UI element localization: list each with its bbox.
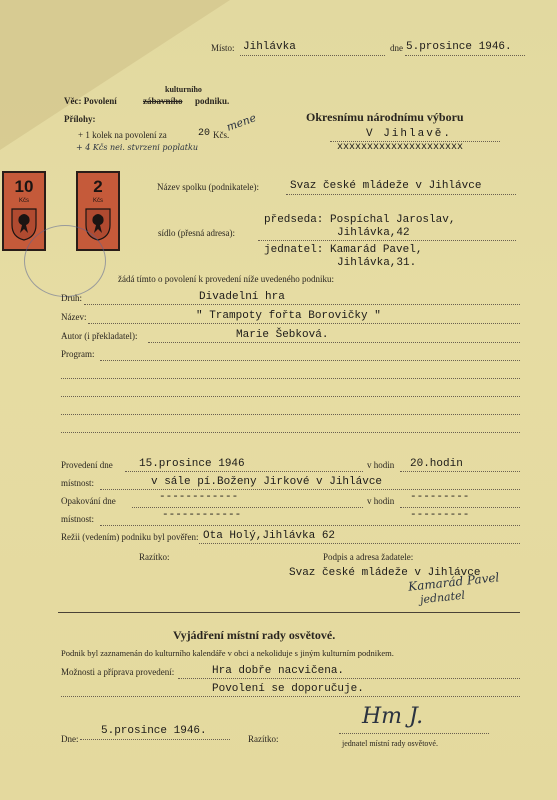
applicant-name-dots xyxy=(286,194,516,195)
repeat-hour-value: --------- xyxy=(410,491,470,503)
addressee-struck: xxxxxxxxxxxxxxxxxxxxx xyxy=(337,142,464,153)
repeat-venue-label: místnost: xyxy=(61,514,95,524)
chair-line1: předseda: Pospíchal Jaroslav, xyxy=(264,214,456,226)
readiness-value-1: Hra dobře nacvičena. xyxy=(212,665,345,677)
subject-suffix: podniku. xyxy=(195,96,230,106)
program-dots-1 xyxy=(100,360,520,361)
council-date-label: Dne: xyxy=(61,734,79,744)
repeat-venue-dots xyxy=(100,525,520,526)
folded-corner xyxy=(0,0,230,150)
director-dots xyxy=(199,543,520,544)
readiness-value-2: Povolení se doporučuje. xyxy=(212,683,364,695)
venue-value: v sále pí.Boženy Jirkové v Jihlávce xyxy=(151,476,383,488)
program-dots-2 xyxy=(61,378,520,379)
repeat-date-dots xyxy=(132,507,363,508)
seat-dots xyxy=(258,240,516,241)
applicant-signature-role: jednatel xyxy=(419,588,466,607)
secretary-line1: jednatel: Kamarád Pavel, xyxy=(264,244,423,256)
stamp-10-value: 10 xyxy=(14,177,34,196)
attachment-1-amount: 20 xyxy=(198,128,211,139)
repeat-hour-label: v hodin xyxy=(367,496,395,506)
secretary-line2: Jihlávka,31. xyxy=(337,257,417,269)
subject-label: Věc: Povolení xyxy=(64,96,117,106)
council-signature: Hm J. xyxy=(362,704,424,729)
performance-hour-value: 20.hodin xyxy=(410,458,463,470)
council-secretary-label: jednatel místní rady osvětové. xyxy=(342,739,438,748)
title-dots xyxy=(88,323,520,324)
performance-date-value: 15.prosince 1946 xyxy=(139,458,245,470)
struck-word: zábavního xyxy=(143,96,183,106)
repeat-venue-value-right: --------- xyxy=(410,509,470,521)
author-dots xyxy=(148,342,520,343)
applicant-name-value: Svaz české mládeže v Jihlávce xyxy=(290,180,482,192)
addressee-line2: V Jihlavě. xyxy=(366,128,453,140)
place-value: Jihlávka xyxy=(243,41,296,53)
inserted-word: kulturního xyxy=(165,85,202,94)
performance-hour-label: v hodin xyxy=(367,460,395,470)
title-value: " Trampoty fořta Borovičky " xyxy=(196,310,381,322)
applicant-signature-label: Podpis a adresa žadatele: xyxy=(323,552,414,562)
performance-date-dots xyxy=(125,471,363,472)
kind-label: Druh: xyxy=(61,293,82,303)
chair-line2: Jihlávka,42 xyxy=(337,227,410,239)
stamp-10-currency: Kčs xyxy=(18,198,29,204)
council-date-dots xyxy=(80,739,230,740)
program-dots-3 xyxy=(61,396,520,397)
readiness-dots-2 xyxy=(61,696,520,697)
repeat-date-value: ------------ xyxy=(159,491,239,503)
place-dots xyxy=(240,55,385,56)
venue-label: místnost: xyxy=(61,478,95,488)
attachments-label: Přílohy: xyxy=(64,114,96,124)
director-label: Režii (vedením) podniku byl pověřen: xyxy=(61,532,199,542)
repeat-hour-dots xyxy=(400,507,520,508)
repeat-venue-value: ------------ xyxy=(162,509,242,521)
applicant-typed-name: Svaz české mládeže v Jihlávce xyxy=(289,567,481,579)
section-divider xyxy=(58,612,520,613)
date-prefix: dne xyxy=(390,43,403,53)
attachment-1-unit: Kčs. xyxy=(213,130,230,140)
council-signature-dots xyxy=(339,733,489,734)
attachment-2-text: + 4 Kčs nei. stvrzeni poplatku xyxy=(76,143,198,152)
date-dots xyxy=(405,55,525,56)
council-heading: Vyjádření místní rady osvětové. xyxy=(173,628,336,642)
program-label: Program: xyxy=(61,349,95,359)
performance-date-label: Provedení dne xyxy=(61,460,113,470)
readiness-label: Možnosti a příprava provedení: xyxy=(61,667,175,677)
applicant-name-label: Název spolku (podnikatele): xyxy=(157,182,259,192)
council-date-value: 5.prosince 1946. xyxy=(101,725,207,737)
attachment-1-text: + 1 kolek na povolení za xyxy=(78,130,167,140)
stamp-2-value: 2 xyxy=(93,177,103,196)
repeat-date-label: Opakování dne xyxy=(61,496,116,506)
program-dots-4 xyxy=(61,414,520,415)
header-date: 5.prosince 1946. xyxy=(406,41,512,53)
attachment-1-note: mene xyxy=(224,111,258,134)
stamp-2-currency: Kčs xyxy=(92,198,103,204)
office-seal-icon xyxy=(24,225,106,297)
venue-dots xyxy=(100,489,520,490)
applicant-stamp-label: Razítko: xyxy=(139,552,170,562)
author-label: Autor (i překladatel): xyxy=(61,331,138,341)
council-stamp-label: Razítko: xyxy=(248,734,279,744)
performance-hour-dots xyxy=(400,471,520,472)
place-label: Místo: xyxy=(211,43,235,53)
author-value: Marie Šebková. xyxy=(236,329,329,341)
readiness-dots-1 xyxy=(178,678,520,679)
applicant-signature: Kamarád Pavel xyxy=(407,570,500,594)
kind-value: Divadelní hra xyxy=(199,291,285,303)
program-dots-5 xyxy=(61,432,520,433)
request-text: žádá tímto o povolení k provedení níže uvedeného podniku: xyxy=(118,274,334,284)
director-value: Ota Holý,Jihlávka 62 xyxy=(203,530,336,542)
addressee-line1: Okresnímu národnímu výboru xyxy=(306,110,464,124)
kind-dots xyxy=(84,304,520,305)
title-label: Název: xyxy=(61,312,87,322)
seat-label: sídlo (přesná adresa): xyxy=(158,228,235,238)
council-sentence: Podnik byl zaznamenán do kulturního kalendáře v obci a nekoliduje s jiným kulturním podnikem. xyxy=(61,648,394,658)
